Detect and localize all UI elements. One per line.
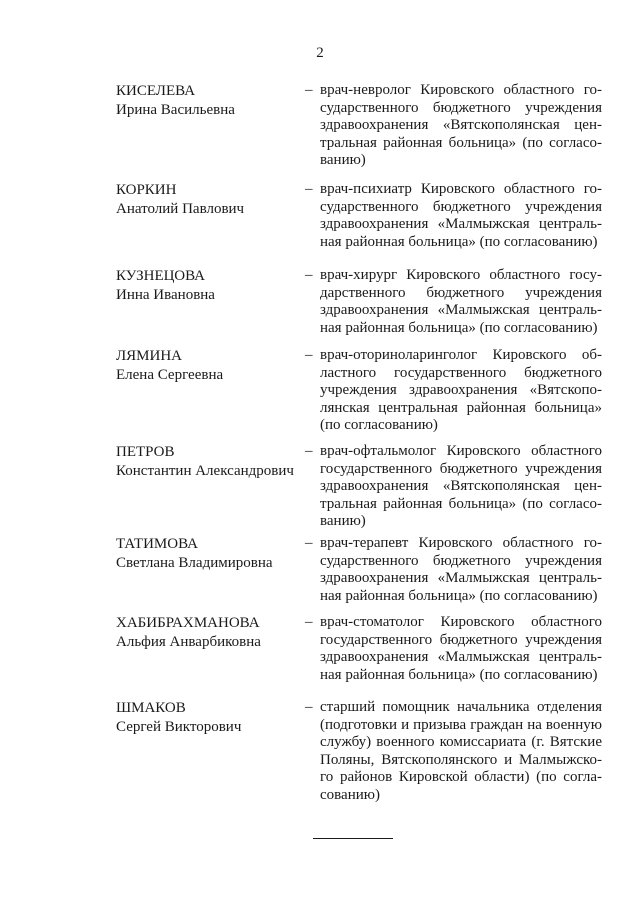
role-line: го районов Кировской области) (по согла- xyxy=(320,769,602,785)
role-line: тральная районная больница» (по согласо- xyxy=(320,495,602,512)
role-line: врач-стоматолог Кировского областного xyxy=(320,614,602,630)
role-line: врач-оториноларинголог Кировского об- xyxy=(320,347,602,363)
surname: ШМАКОВ xyxy=(116,700,186,716)
surname: КОРКИН xyxy=(116,182,177,198)
role-description xyxy=(320,347,602,435)
closing-rule xyxy=(313,838,393,839)
role-line: старший помощник начальника отделения xyxy=(320,699,602,715)
given-names: Анатолий Павлович xyxy=(116,201,245,217)
role-line: ванию) xyxy=(320,152,366,168)
page-number: 2 xyxy=(316,45,324,61)
role-line: врач-хирург Кировского областного госу- xyxy=(320,267,602,283)
role-line: врач-офтальмолог Кировского областного xyxy=(320,443,602,459)
person-name xyxy=(116,82,306,120)
role-description xyxy=(320,181,602,251)
role-line: сударственного бюджетного учреждения xyxy=(320,552,602,569)
person-name xyxy=(116,443,306,481)
role-line: ластного государственного бюджетного xyxy=(320,364,602,381)
person-name xyxy=(116,347,306,385)
person-name xyxy=(116,181,306,219)
dash: – xyxy=(305,82,313,98)
role-line: здравоохранения «Малмыжская централь- xyxy=(320,216,602,232)
role-line: сударственного бюджетного учреждения xyxy=(320,99,602,116)
role-line: ванию) xyxy=(320,513,366,529)
role-line: государственного бюджетного учреждения xyxy=(320,460,602,477)
dash: – xyxy=(305,267,313,283)
role-line: дарственного бюджетного учреждения xyxy=(320,284,602,301)
role-line: ная районная больница» (по согласованию) xyxy=(320,666,598,683)
role-line: ная районная больница» (по согласованию) xyxy=(320,233,598,250)
role-line: ная районная больница» (по согласованию) xyxy=(320,587,598,604)
given-names: Инна Ивановна xyxy=(116,287,215,303)
dash: – xyxy=(305,699,313,715)
role-description xyxy=(320,699,602,804)
dash: – xyxy=(305,347,313,363)
given-names: Альфия Анварбиковна xyxy=(116,634,261,650)
dash: – xyxy=(305,535,313,551)
dash: – xyxy=(305,443,313,459)
role-line: учреждения здравоохранения «Вятскопо- xyxy=(320,382,602,398)
given-names: Ирина Васильевна xyxy=(116,102,235,118)
given-names: Елена Сергеевна xyxy=(116,367,224,383)
role-line: врач-терапевт Кировского областного го- xyxy=(320,535,602,551)
role-line: врач-невролог Кировского областного го- xyxy=(320,82,602,98)
role-description xyxy=(320,267,602,337)
surname: КУЗНЕЦОВА xyxy=(116,268,205,284)
role-line: лянская центральная районная больница» xyxy=(320,399,602,416)
surname: ЛЯМИНА xyxy=(116,348,183,364)
given-names: Светлана Владимировна xyxy=(116,555,273,571)
role-line: сованию) xyxy=(320,786,380,803)
role-line: здравоохранения «Малмыжская централь- xyxy=(320,302,602,318)
role-line: (подготовки и призыва граждан на военную xyxy=(320,716,602,733)
dash: – xyxy=(305,181,313,197)
person-name xyxy=(116,699,306,737)
role-line: Поляны, Вятскополянского и Малмыжско- xyxy=(320,751,602,768)
person-name xyxy=(116,614,306,652)
role-line: (по согласованию) xyxy=(320,417,438,433)
surname: ПЕТРОВ xyxy=(116,444,175,460)
given-names: Сергей Викторович xyxy=(116,719,242,735)
surname: ХАБИБРАХМАНОВА xyxy=(116,615,260,631)
role-description xyxy=(320,614,602,684)
person-name xyxy=(116,535,306,573)
surname: ТАТИМОВА xyxy=(116,536,198,552)
surname: КИСЕЛЕВА xyxy=(116,83,196,99)
role-line: здравоохранения «Малмыжская централь- xyxy=(320,570,602,586)
role-line: здравоохранения «Вятскополянская цен- xyxy=(320,117,602,133)
role-line: тральная районная больница» (по согласо- xyxy=(320,134,602,151)
role-line: службу) военного комиссариата (г. Вятские xyxy=(320,734,602,750)
dash: – xyxy=(305,614,313,630)
given-names: Константин Александрович xyxy=(116,463,294,479)
role-line: здравоохранения «Вятскополянская цен- xyxy=(320,478,602,494)
role-line: государственного бюджетного учреждения xyxy=(320,631,602,648)
role-line: ная районная больница» (по согласованию) xyxy=(320,319,598,336)
role-description xyxy=(320,443,602,531)
role-description xyxy=(320,82,602,170)
role-line: здравоохранения «Малмыжская централь- xyxy=(320,649,602,665)
role-line: сударственного бюджетного учреждения xyxy=(320,198,602,215)
role-line: врач-психиатр Кировского областного го- xyxy=(320,181,602,197)
person-name xyxy=(116,267,306,305)
role-description xyxy=(320,535,602,605)
